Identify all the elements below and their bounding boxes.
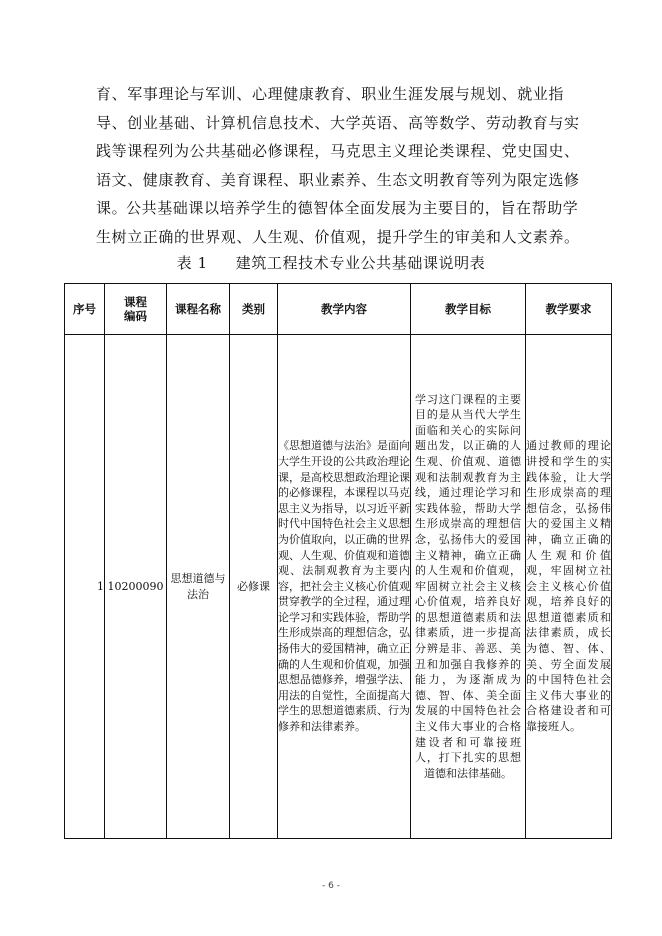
- cell-index: 1: [65, 335, 105, 839]
- header-code: 课程编码: [105, 284, 167, 335]
- header-name: 课程名称: [167, 284, 230, 335]
- header-goal: 教学目标: [411, 284, 526, 335]
- cell-code: 10200090: [105, 335, 167, 839]
- cell-name: 思想道德与法治: [167, 335, 230, 839]
- purpose-paragraph: 公共基础课以培养学生的德智体全面发展为主要目的，旨在帮助学生树立正确的世界观、人生观、价值观，提升学生的审美和人文素养。: [96, 199, 580, 246]
- table-caption-number: 表 1: [176, 254, 208, 272]
- intro-paragraph: 育、军事理论与军训、心理健康教育、职业生涯发展与规划、就业指导、创业基础、计算机信息技术、大学英语、高等数学、劳动教育与实践等课程列为公共基础必修课程，马克思主义理论类课程、党史国史、语文、健康教育、美育课程、职业素养、生态文明教育等列为限定选修课。: [96, 85, 580, 218]
- header-type: 类别: [230, 284, 278, 335]
- table-row: [65, 335, 612, 839]
- cell-type: 必修课: [230, 335, 278, 839]
- header-index: 序号: [65, 284, 105, 335]
- course-table: [64, 283, 612, 839]
- table-caption-title: 建筑工程技术专业公共基础课说明表: [235, 254, 486, 272]
- cell-content: 《思想道德与法治》是面向大学生开设的公共政治理论课，是高校思想政治理论课的必修课程，本课程以马克思主义为指导，以习近平新时代中国特色社会主义思想为价值取向，以正确的世界观、人生观、价值观和道德观、法制观教育为主要内容，把社会主义核心价值观贯穿教学的全过程，通过理论学习和实践体验，帮助学生形成崇高的理想信念，弘扬伟大的爱国精神，确立正确的人生观和价值观，加强思想品德修养，增强学法、用法的自觉性，全面提高大学生的思想道德素质、行为修养和法律素养。: [278, 335, 411, 839]
- cell-requirement: 通过教师的理论讲授和学生的实践体验，让大学生形成崇高的理想信念，弘扬伟大的爱国主义精神，确立正确的人生观和价值观，牢固树立社会主义核心价值观，培养良好的思想道德素质和法律素质，成长为德、智、体、美、劳全面发展的中国特色社会主义伟大事业的合格建设者和可靠接班人。: [526, 335, 612, 839]
- header-content: 教学内容: [278, 284, 411, 335]
- cell-goal: 学习这门课程的主要目的是从当代大学生面临和关心的实际问题出发，以正确的人生观、价值观、道德观和法制观教育为主线，通过理论学习和实践体验，帮助大学生形成崇高的理想信念，弘扬伟大的爱国主义精神，确立正确的人生观和价值观，牢固树立社会主义核心价值观，培养良好的思想道德素质和法律素质，进一步提高分辨是非、善恶、美丑和加强自我修养的能力，为逐渐成为德、智、体、美全面发展的中国特色社会主义伟大事业的合格建设者和可靠接班人，打下扎实的思想道德和法律基础。: [411, 335, 526, 839]
- table-header-row: [65, 284, 612, 335]
- page-number: - 6 -: [322, 881, 340, 891]
- table-caption: [0, 252, 662, 273]
- header-requirement: 教学要求: [526, 284, 612, 335]
